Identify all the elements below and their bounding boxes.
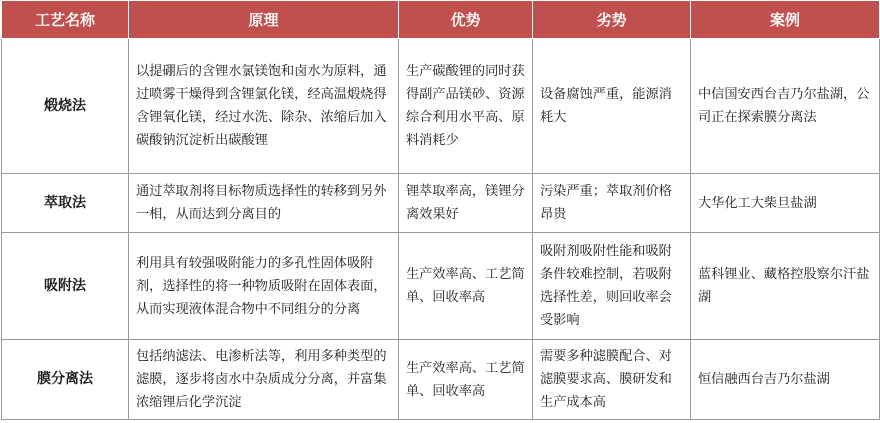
disadvantage-cell: 污染严重；萃取剂价格昂贵 xyxy=(533,174,691,233)
header-case: 案例 xyxy=(691,1,880,39)
case-cell: 中信国安西台吉乃尔盐湖，公司正在探索膜分离法 xyxy=(691,39,880,174)
header-principle: 原理 xyxy=(129,1,399,39)
process-comparison-table xyxy=(1,0,880,420)
principle-cell: 利用具有较强吸附能力的多孔性固体吸附剂，选择性的将一种物质吸附在固体表面，从而实现液体混合物中不同组分的分离 xyxy=(129,233,399,340)
disadvantage-cell: 需要多种滤膜配合、对滤膜要求高、膜研发和生产成本高 xyxy=(533,340,691,420)
header-process-name: 工艺名称 xyxy=(2,1,129,39)
advantage-cell: 生产碳酸锂的同时获得副产品镁砂、资源综合利用水平高、原料消耗少 xyxy=(399,39,533,174)
advantage-cell: 锂萃取率高，镁锂分离效果好 xyxy=(399,174,533,233)
principle-cell: 以提硼后的含锂水氯镁饱和卤水为原料，通过喷雾干燥得到含锂氯化镁，经高温煅烧得含锂氧化镁，经过水洗、除杂、浓缩后加入碳酸钠沉淀析出碳酸锂 xyxy=(129,39,399,174)
advantage-cell: 生产效率高、工艺简单、回收率高 xyxy=(399,233,533,340)
disadvantage-cell: 吸附剂吸附性能和吸附条件较难控制，若吸附选择性差，则回收率会受影响 xyxy=(533,233,691,340)
table-row xyxy=(2,39,880,174)
process-name-cell: 煅烧法 xyxy=(2,39,129,174)
advantage-cell: 生产效率高、工艺简单、回收率高 xyxy=(399,340,533,420)
principle-cell: 通过萃取剂将目标物质选择性的转移到另外一相，从而达到分离目的 xyxy=(129,174,399,233)
process-name-cell: 膜分离法 xyxy=(2,340,129,420)
case-cell: 恒信融西台吉乃尔盐湖 xyxy=(691,340,880,420)
table-row xyxy=(2,233,880,340)
principle-cell: 包括纳滤法、电渗析法等，利用多种类型的滤膜，逐步将卤水中杂质成分分离，并富集浓缩锂后化学沉淀 xyxy=(129,340,399,420)
header-advantage: 优势 xyxy=(399,1,533,39)
process-name-cell: 吸附法 xyxy=(2,233,129,340)
table-row xyxy=(2,174,880,233)
disadvantage-cell: 设备腐蚀严重，能源消耗大 xyxy=(533,39,691,174)
case-cell: 大华化工大柴旦盐湖 xyxy=(691,174,880,233)
table-row xyxy=(2,340,880,420)
header-row xyxy=(2,1,880,39)
process-name-cell: 萃取法 xyxy=(2,174,129,233)
case-cell: 蓝科锂业、藏格控股察尔汗盐湖 xyxy=(691,233,880,340)
header-disadvantage: 劣势 xyxy=(533,1,691,39)
